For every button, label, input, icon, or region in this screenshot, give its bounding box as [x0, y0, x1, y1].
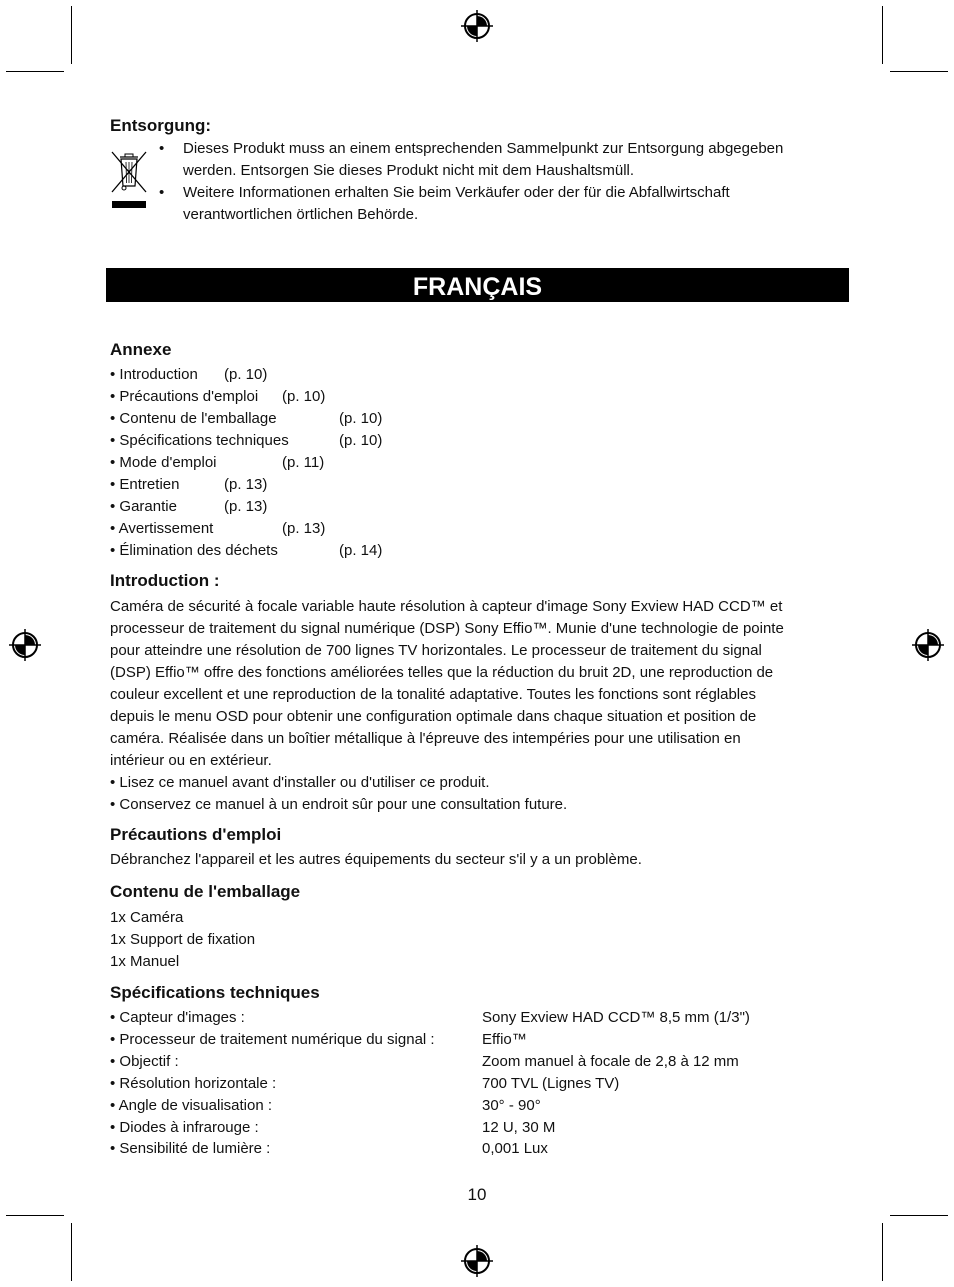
spec-row — [110, 1095, 541, 1117]
text-line: • Conservez ce manuel à un endroit sûr pour une consultation future. — [110, 796, 568, 813]
spec-label: • Capteur d'images : — [110, 1009, 245, 1026]
spec-value: 0,001 Lux — [482, 1140, 548, 1157]
bullet: • — [159, 184, 165, 201]
registration-mark-icon — [461, 10, 493, 42]
text-line: intérieur ou en extérieur. — [110, 752, 272, 769]
registration-mark-icon — [912, 629, 944, 661]
introduction-heading: Introduction : — [110, 571, 220, 590]
text-line: caméra. Réalisée dans un boîtier métallique à l'épreuve des intempéries pour une utilisation en — [110, 730, 741, 747]
crop-mark — [6, 71, 64, 72]
spec-label: • Angle de visualisation : — [110, 1097, 273, 1114]
spec-row — [110, 1051, 739, 1073]
spec-value: 12 U, 30 M — [482, 1119, 556, 1136]
disposal-heading: Entsorgung: — [110, 116, 212, 135]
toc-page: (p. 10) — [339, 432, 383, 449]
precautions-heading: Précautions d'emploi — [110, 825, 282, 844]
toc-page: (p. 14) — [339, 542, 383, 559]
registration-mark-icon — [461, 1245, 493, 1277]
toc-item — [110, 386, 326, 408]
spec-value: Effio™ — [482, 1031, 527, 1048]
list-item: 1x Caméra — [110, 909, 184, 926]
crop-mark — [71, 6, 72, 64]
list-item — [159, 182, 164, 204]
crop-mark — [882, 6, 883, 64]
spec-value: Sony Exview HAD CCD™ 8,5 mm (1/3") — [482, 1009, 750, 1026]
toc-page: (p. 11) — [282, 454, 325, 471]
spec-label: • Résolution horizontale : — [110, 1075, 277, 1092]
text-line: • Lisez ce manuel avant d'installer ou d'utiliser ce produit. — [110, 774, 490, 791]
spec-label: • Processeur de traitement numérique du signal : — [110, 1031, 435, 1048]
bullet: • — [159, 140, 165, 157]
list-item-text — [183, 138, 783, 182]
toc-label: • Entretien — [110, 476, 180, 493]
toc-item — [110, 540, 383, 562]
toc-page: (p. 10) — [224, 366, 268, 383]
spec-row — [110, 1117, 556, 1139]
contents-heading: Contenu de l'emballage — [110, 882, 301, 901]
spec-label: • Objectif : — [110, 1053, 179, 1070]
crop-mark — [890, 71, 948, 72]
toc-page: (p. 13) — [224, 498, 268, 515]
toc-item — [110, 430, 383, 452]
weee-bin-icon — [108, 148, 150, 210]
text-line: processeur de traitement du signal numérique (DSP) Sony Effio™. Munie d'une technologie de pointe — [110, 620, 784, 637]
list-item-text — [183, 182, 730, 226]
toc-item — [110, 474, 268, 496]
text-line: Caméra de sécurité à focale variable haute résolution à capteur d'image Sony Exview HAD CCD™ et — [110, 598, 783, 615]
crop-mark — [890, 1215, 948, 1216]
toc-label: • Contenu de l'emballage — [110, 410, 277, 427]
annexe-heading: Annexe — [110, 340, 172, 359]
page-number: 10 — [467, 1185, 487, 1204]
toc-label: • Introduction — [110, 366, 198, 383]
list-item: 1x Manuel — [110, 953, 180, 970]
toc-item — [110, 408, 383, 430]
text-line: pour atteindre une résolution de 700 lignes TV horizontales. Le processeur de traitement du signal — [110, 642, 762, 659]
spec-row — [110, 1007, 750, 1029]
contents-list — [110, 907, 255, 973]
introduction-body — [110, 596, 784, 816]
spec-value: Zoom manuel à focale de 2,8 à 12 mm — [482, 1053, 739, 1070]
toc-page: (p. 13) — [282, 520, 326, 537]
toc-label: • Mode d'emploi — [110, 454, 217, 471]
text-line: Weitere Informationen erhalten Sie beim Verkäufer oder der für die Abfallwirtschaft — [183, 184, 730, 201]
crop-mark — [71, 1223, 72, 1281]
text-line: Dieses Produkt muss an einem entsprechenden Sammelpunkt zur Entsorgung abgegeben — [183, 140, 784, 157]
registration-mark-icon — [9, 629, 41, 661]
toc-item — [110, 496, 268, 518]
text-line: couleur excellent et une reproduction de la tonalité adaptative. Toutes les fonctions sont réglables — [110, 686, 756, 703]
text-line: werden. Entsorgen Sie dieses Produkt nicht mit dem Haushaltsmüll. — [183, 162, 635, 179]
spec-row — [110, 1138, 548, 1160]
spec-value: 700 TVL (Lignes TV) — [482, 1075, 620, 1092]
spec-label: • Sensibilité de lumière : — [110, 1140, 271, 1157]
text-line: (DSP) Effio™ offre des fonctions améliorées telles que la réduction du bruit 2D, une reproduction de — [110, 664, 774, 681]
precautions-text: Débranchez l'appareil et les autres équipements du secteur s'il y a un problème. — [110, 851, 642, 868]
crop-mark — [882, 1223, 883, 1281]
toc-item — [110, 518, 326, 540]
spec-value: 30° - 90° — [482, 1097, 541, 1114]
text-line: verantwortlichen örtlichen Behörde. — [183, 206, 419, 223]
language-banner: FRANÇAIS — [106, 268, 849, 302]
toc-item — [110, 452, 325, 474]
spec-row — [110, 1073, 620, 1095]
toc-page: (p. 10) — [282, 388, 326, 405]
toc-label: • Élimination des déchets — [110, 542, 278, 559]
text-line: depuis le menu OSD pour obtenir une configuration optimale dans chaque situation et position de — [110, 708, 757, 725]
toc-page: (p. 10) — [339, 410, 383, 427]
toc-label: • Précautions d'emploi — [110, 388, 259, 405]
spec-row — [110, 1029, 527, 1051]
specs-heading: Spécifications techniques — [110, 983, 320, 1002]
list-item: 1x Support de fixation — [110, 931, 256, 948]
toc-label: • Spécifications techniques — [110, 432, 289, 449]
toc-item — [110, 364, 268, 386]
toc-label: • Avertissement — [110, 520, 214, 537]
spec-label: • Diodes à infrarouge : — [110, 1119, 259, 1136]
list-item — [159, 138, 164, 160]
toc-label: • Garantie — [110, 498, 177, 515]
crop-mark — [6, 1215, 64, 1216]
toc-page: (p. 13) — [224, 476, 268, 493]
